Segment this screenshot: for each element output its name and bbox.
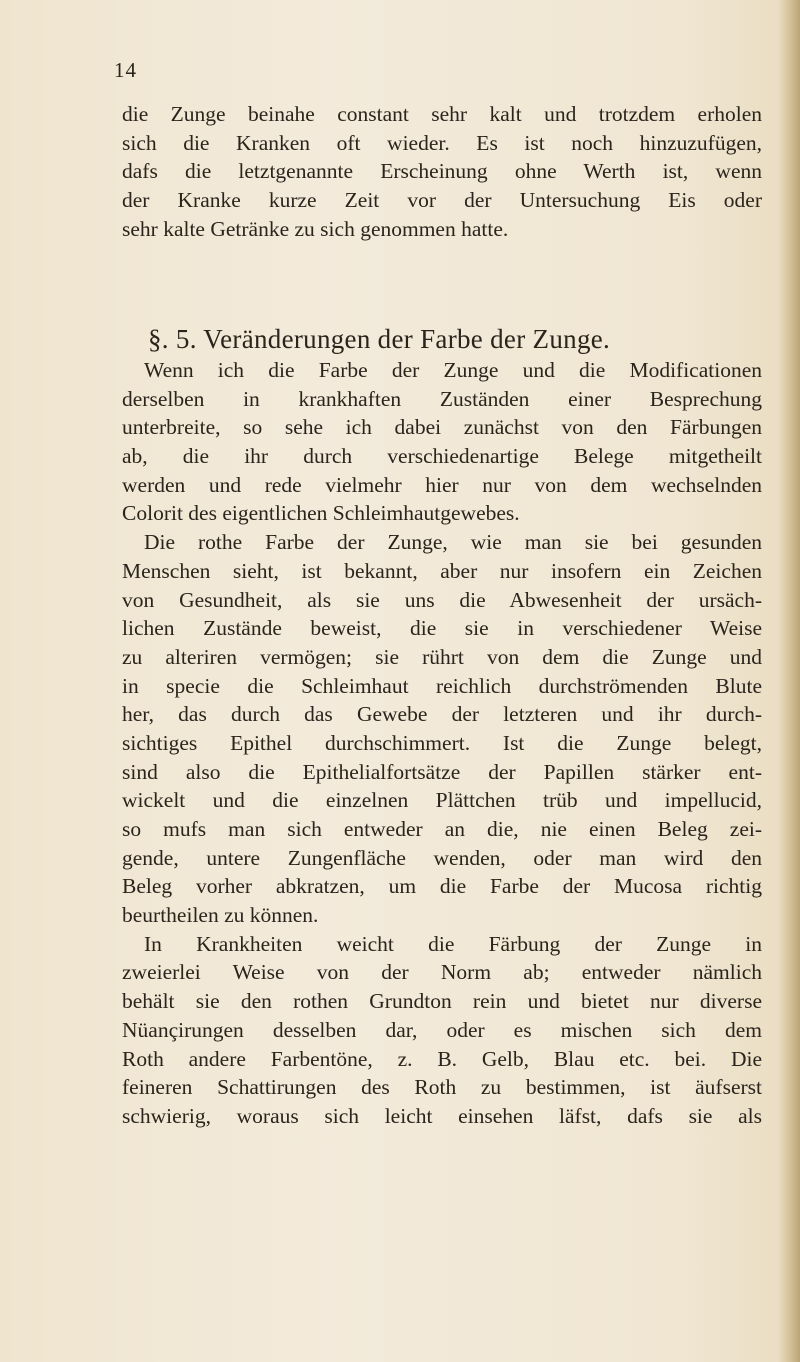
- text-line: Menschen sieht, ist bekannt, aber nur insofern ein Zeichen: [122, 558, 762, 583]
- section-body: [122, 356, 762, 1131]
- section-heading: §. 5. Veränderungen der Farbe der Zunge.: [148, 324, 611, 354]
- text-line: Beleg vorher abkratzen, um die Farbe der Mucosa richtig: [122, 874, 762, 899]
- paragraph-1: [122, 356, 762, 528]
- text-line: sind also die Epithelialfortsätze der Papillen stärker ent-: [122, 759, 762, 784]
- page-number: 14: [114, 58, 137, 82]
- text-line: sich die Kranken oft wieder. Es ist noch hinzuzufügen,: [122, 130, 762, 155]
- intro-paragraph: [122, 100, 762, 243]
- text-line: ab, die ihr durch verschiedenartige Belege mitgetheilt: [122, 444, 762, 469]
- text-line: derselben in krankhaften Zuständen einer Besprechung: [122, 386, 762, 411]
- text-line: dafs die letztgenannte Erscheinung ohne Werth ist, wenn: [122, 159, 762, 184]
- text-line: sehr kalte Getränke zu sich genommen hatte.: [122, 216, 509, 241]
- text-line: feineren Schattirungen des Roth zu bestimmen, ist äufserst: [122, 1075, 762, 1100]
- text-line: lichen Zustände beweist, die sie in verschiedener Weise: [122, 616, 762, 641]
- text-line: Die rothe Farbe der Zunge, wie man sie bei gesunden: [144, 530, 762, 555]
- text-line: schwierig, woraus sich leicht einsehen läfst, dafs sie als: [122, 1103, 762, 1128]
- page-edge-shadow: [778, 0, 800, 1362]
- text-line: her, das durch das Gewebe der letzteren und ihr durch-: [122, 702, 762, 727]
- text-line: wickelt und die einzelnen Plättchen trüb und impellucid,: [122, 788, 762, 813]
- text-line: In Krankheiten weicht die Färbung der Zunge in: [144, 931, 762, 956]
- text-line: so mufs man sich entweder an die, nie einen Beleg zei-: [122, 817, 762, 841]
- text-line: die Zunge beinahe constant sehr kalt und trotzdem erholen: [122, 102, 762, 126]
- text-line: sichtiges Epithel durchschimmert. Ist die Zunge belegt,: [122, 730, 762, 755]
- paragraph-3: [122, 930, 762, 1131]
- text-line: in specie die Schleimhaut reichlich durchströmenden Blute: [122, 673, 762, 698]
- text-line: von Gesundheit, als sie uns die Abwesenheit der ursäch-: [122, 587, 762, 612]
- text-line: gende, untere Zungenfläche wenden, oder man wird den: [122, 845, 762, 870]
- paragraph-2: [122, 528, 762, 930]
- text-line: Roth andere Farbentöne, z. B. Gelb, Blau etc. bei. Die: [122, 1046, 762, 1071]
- text-line: Nüançirungen desselben dar, oder es mischen sich dem: [122, 1017, 762, 1042]
- text-line: zweierlei Weise von der Norm ab; entweder nämlich: [122, 960, 762, 985]
- text-line: beurtheilen zu können.: [122, 903, 319, 928]
- text-line: der Kranke kurze Zeit vor der Untersuchung Eis oder: [122, 188, 762, 213]
- text-line: unterbreite, so sehe ich dabei zunächst von den Färbungen: [122, 415, 762, 440]
- text-line: Colorit des eigentlichen Schleimhautgewebes.: [122, 501, 520, 526]
- text-line: behält sie den rothen Grundton rein und bietet nur diverse: [122, 989, 762, 1014]
- text-line: zu alteriren vermögen; sie rührt von dem die Zunge und: [122, 644, 762, 669]
- text-line: werden und rede vielmehr hier nur von dem wechselnden: [122, 472, 762, 497]
- text-line: Wenn ich die Farbe der Zunge und die Modificationen: [144, 358, 762, 382]
